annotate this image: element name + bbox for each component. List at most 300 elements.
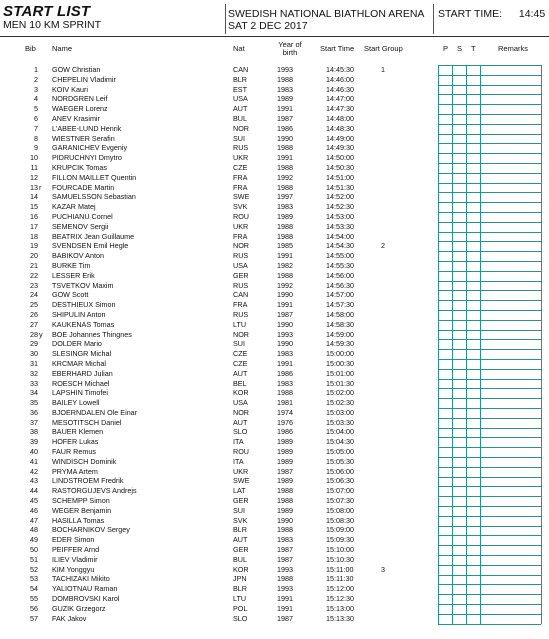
athlete-nation: BLR	[233, 584, 247, 594]
grid-line	[438, 624, 541, 625]
athlete-nation: SLO	[233, 613, 248, 623]
athlete-bib: 32	[30, 368, 38, 378]
athlete-start-time: 15:13:30	[326, 613, 354, 623]
athlete-start-time: 15:11:00	[326, 564, 354, 574]
athlete-start-time: 15:10:30	[326, 554, 354, 564]
athlete-bib: 52	[30, 564, 38, 574]
athlete-name: KAUKENAS Tomas	[52, 319, 115, 329]
relay-flag: r	[39, 182, 42, 192]
athlete-bib: 20	[30, 251, 38, 261]
athlete-nation: LTU	[233, 319, 247, 329]
athlete-start-time: 15:05:30	[326, 456, 354, 466]
athlete-bib: 19	[30, 241, 38, 251]
athlete-name: TACHIZAKI Mikito	[52, 574, 110, 584]
athlete-year-of-birth: 1990	[277, 290, 293, 300]
table-row	[0, 173, 549, 183]
athlete-name: EDER Simon	[52, 535, 95, 545]
athlete-start-time: 14:52:00	[326, 192, 354, 202]
table-row	[0, 310, 549, 320]
athlete-nation: NOR	[233, 241, 249, 251]
athlete-name: SVENDSEN Emil Hegle	[52, 241, 129, 251]
athlete-start-time: 14:48:30	[326, 123, 354, 133]
athlete-bib: 30	[30, 349, 38, 359]
athlete-bib: 22	[30, 270, 38, 280]
athlete-name: GUZIK Grzegorz	[52, 603, 106, 613]
athlete-year-of-birth: 1983	[277, 535, 293, 545]
athlete-bib: 40	[30, 447, 38, 457]
athlete-nation: JPN	[233, 574, 247, 584]
table-row	[0, 202, 549, 212]
header-divider	[225, 4, 226, 34]
athlete-start-time: 14:58:30	[326, 319, 354, 329]
athlete-name: SCHEMPP Simon	[52, 496, 110, 506]
athlete-name: KAZAR Matej	[52, 202, 96, 212]
athlete-name: LINDSTROEM Fredrik	[52, 476, 124, 486]
athlete-year-of-birth: 1993	[277, 65, 293, 74]
table-row	[0, 300, 549, 310]
athlete-name: WINDISCH Dominik	[52, 456, 117, 466]
athlete-nation: SLO	[233, 427, 248, 437]
athlete-nation: SUI	[233, 133, 245, 143]
athlete-nation: GER	[233, 496, 249, 506]
athlete-bib: 55	[30, 594, 38, 604]
athlete-bib: 50	[30, 545, 38, 555]
athlete-nation: FRA	[233, 182, 248, 192]
athlete-bib: 36	[30, 407, 38, 417]
athlete-bib: 48	[30, 525, 38, 535]
athlete-start-time: 14:49:00	[326, 133, 354, 143]
athlete-start-time: 14:55:00	[326, 251, 354, 261]
athlete-name: RASTORGUJEVS Andrejs	[52, 486, 137, 496]
athlete-start-time: 14:56:30	[326, 280, 354, 290]
athlete-year-of-birth: 1983	[277, 349, 293, 359]
athlete-year-of-birth: 1988	[277, 74, 293, 84]
athlete-name: GOW Scott	[52, 290, 89, 300]
athlete-name: DOMBROVSKI Karol	[52, 594, 120, 604]
athlete-name: PRYMA Artem	[52, 466, 98, 476]
table-row	[0, 545, 549, 555]
athlete-year-of-birth: 1991	[277, 594, 293, 604]
athlete-name: FAK Jakov	[52, 613, 87, 623]
athlete-nation: AUT	[233, 535, 248, 545]
athlete-nation: SUI	[233, 339, 245, 349]
athlete-bib: 54	[30, 584, 38, 594]
athlete-start-time: 15:03:00	[326, 407, 354, 417]
athlete-nation: SUI	[233, 505, 245, 515]
table-row	[0, 535, 549, 545]
athlete-name: FILLON MAILLET Quentin	[52, 172, 137, 182]
athlete-year-of-birth: 1993	[277, 584, 293, 594]
table-row	[0, 320, 549, 330]
athlete-name: SEMENOV Sergii	[52, 221, 109, 231]
athlete-start-time: 14:57:30	[326, 300, 354, 310]
athlete-nation: USA	[233, 94, 248, 104]
table-row	[0, 516, 549, 526]
athlete-year-of-birth: 1991	[277, 251, 293, 261]
athlete-nation: ITA	[233, 437, 244, 447]
athlete-year-of-birth: 1989	[277, 476, 293, 486]
athlete-year-of-birth: 1988	[277, 221, 293, 231]
table-row	[0, 574, 549, 584]
athlete-name: YALIOTNAU Raman	[52, 584, 118, 594]
start-time-block	[438, 8, 545, 20]
athlete-nation: ITA	[233, 456, 244, 466]
athlete-year-of-birth: 1981	[277, 398, 293, 408]
event-date: SAT 2 DEC 2017	[228, 20, 308, 32]
athlete-name: PIDRUCHNYI Dmytro	[52, 153, 122, 163]
athlete-bib: 51	[30, 554, 38, 564]
table-row	[0, 75, 549, 85]
athlete-bib: 46	[30, 505, 38, 515]
athlete-year-of-birth: 1988	[277, 388, 293, 398]
athlete-bib: 34	[30, 388, 38, 398]
athlete-nation: FRA	[233, 231, 248, 241]
athlete-nation: UKR	[233, 466, 249, 476]
table-row	[0, 212, 549, 222]
athlete-year-of-birth: 1983	[277, 378, 293, 388]
athlete-start-time: 14:51:00	[326, 172, 354, 182]
table-row	[0, 134, 549, 144]
athlete-nation: RUS	[233, 309, 249, 319]
athlete-year-of-birth: 1989	[277, 456, 293, 466]
venue-block	[228, 8, 424, 32]
athlete-name: KRCMAR Michal	[52, 358, 106, 368]
start-list-table	[0, 65, 549, 623]
athlete-bib: 35	[30, 398, 38, 408]
athlete-start-time: 15:10:00	[326, 545, 354, 555]
athlete-bib: 17	[30, 221, 38, 231]
start-group: 3	[381, 564, 385, 574]
athlete-start-time: 14:50:30	[326, 162, 354, 172]
table-row	[0, 183, 549, 193]
athlete-nation: NOR	[233, 123, 249, 133]
athlete-nation: AUT	[233, 104, 248, 114]
athlete-year-of-birth: 1987	[277, 466, 293, 476]
athlete-year-of-birth: 1989	[277, 447, 293, 457]
athlete-start-time: 14:55:30	[326, 260, 354, 270]
table-row	[0, 369, 549, 379]
athlete-bib: 33	[30, 378, 38, 388]
athlete-bib: 13	[30, 182, 38, 192]
athlete-name: CHEPELIN Vladimir	[52, 74, 116, 84]
relay-flag: y	[39, 329, 43, 339]
athlete-bib: 2	[34, 74, 38, 84]
athlete-start-time: 15:09:30	[326, 535, 354, 545]
athlete-bib: 8	[34, 133, 38, 143]
table-row	[0, 251, 549, 261]
athlete-year-of-birth: 1991	[277, 603, 293, 613]
athlete-nation: CZE	[233, 162, 248, 172]
athlete-name: DESTHIEUX Simon	[52, 300, 116, 310]
athlete-name: BOE Johannes Thingnes	[52, 329, 132, 339]
start-time-label: START TIME:	[438, 8, 502, 20]
athlete-nation: SVK	[233, 202, 248, 212]
athlete-name: L'ABEE-LUND Henrik	[52, 123, 122, 133]
athlete-name: HOFER Lukas	[52, 437, 99, 447]
table-row	[0, 408, 549, 418]
table-row	[0, 555, 549, 565]
athlete-nation: GER	[233, 545, 249, 555]
athlete-year-of-birth: 1991	[277, 300, 293, 310]
athlete-nation: ROU	[233, 211, 249, 221]
athlete-year-of-birth: 1997	[277, 192, 293, 202]
athlete-year-of-birth: 1988	[277, 486, 293, 496]
athlete-year-of-birth: 1988	[277, 182, 293, 192]
athlete-bib: 56	[30, 603, 38, 613]
athlete-nation: POL	[233, 603, 248, 613]
table-row	[0, 604, 549, 614]
col-bib: Bib	[25, 44, 36, 53]
athlete-bib: 6	[34, 113, 38, 123]
athlete-nation: RUS	[233, 143, 249, 153]
athlete-start-time: 14:53:30	[326, 221, 354, 231]
athlete-start-time: 14:56:00	[326, 270, 354, 280]
table-row	[0, 427, 549, 437]
athlete-year-of-birth: 1990	[277, 319, 293, 329]
athlete-start-time: 14:47:00	[326, 94, 354, 104]
athlete-year-of-birth: 1986	[277, 427, 293, 437]
athlete-name: DOLDER Mario	[52, 339, 102, 349]
athlete-nation: BUL	[233, 554, 247, 564]
athlete-year-of-birth: 1990	[277, 133, 293, 143]
athlete-start-time: 15:02:30	[326, 398, 354, 408]
athlete-year-of-birth: 1987	[277, 113, 293, 123]
athlete-name: ILIEV Vladimir	[52, 554, 98, 564]
athlete-nation: LAT	[233, 486, 246, 496]
athlete-start-time: 14:52:30	[326, 202, 354, 212]
athlete-year-of-birth: 1989	[277, 94, 293, 104]
table-row	[0, 65, 549, 75]
athlete-year-of-birth: 1986	[277, 368, 293, 378]
table-row	[0, 398, 549, 408]
page-title: START LIST	[3, 3, 91, 20]
athlete-start-time: 15:12:00	[326, 584, 354, 594]
athlete-start-time: 15:12:30	[326, 594, 354, 604]
athlete-bib: 15	[30, 202, 38, 212]
athlete-year-of-birth: 1989	[277, 505, 293, 515]
table-row	[0, 447, 549, 457]
table-row	[0, 85, 549, 95]
col-total: T	[471, 44, 476, 53]
athlete-bib: 43	[30, 476, 38, 486]
table-row	[0, 339, 549, 349]
col-start-time: Start Time	[320, 44, 355, 53]
table-row	[0, 359, 549, 369]
athlete-name: EBERHARD Julian	[52, 368, 113, 378]
athlete-bib: 31	[30, 358, 38, 368]
start-group: 2	[381, 241, 385, 251]
athlete-name: BAUER Klemen	[52, 427, 104, 437]
athlete-bib: 4	[34, 94, 38, 104]
athlete-bib: 23	[30, 280, 38, 290]
athlete-bib: 7	[34, 123, 38, 133]
athlete-nation: EST	[233, 84, 247, 94]
table-row	[0, 124, 549, 134]
athlete-year-of-birth: 1993	[277, 564, 293, 574]
athlete-nation: CZE	[233, 358, 248, 368]
col-standing: S	[457, 44, 463, 53]
athlete-start-time: 14:45:30	[326, 65, 354, 74]
event-subtitle: MEN 10 KM SPRINT	[3, 19, 102, 31]
athlete-start-time: 15:04:30	[326, 437, 354, 447]
table-row	[0, 457, 549, 467]
table-row	[0, 94, 549, 104]
athlete-bib: 45	[30, 496, 38, 506]
col-nat: Nat	[233, 44, 245, 53]
athlete-nation: RUS	[233, 280, 249, 290]
athlete-name: BURKE Tim	[52, 260, 91, 270]
athlete-bib: 38	[30, 427, 38, 437]
athlete-nation: RUS	[233, 251, 249, 261]
athlete-bib: 14	[30, 192, 38, 202]
table-row	[0, 437, 549, 447]
athlete-year-of-birth: 1985	[277, 241, 293, 251]
athlete-year-of-birth: 1988	[277, 525, 293, 535]
table-row	[0, 330, 549, 340]
athlete-name: PUCHIANU Cornel	[52, 211, 113, 221]
athlete-year-of-birth: 1983	[277, 84, 293, 94]
athlete-year-of-birth: 1987	[277, 613, 293, 623]
athlete-nation: CZE	[233, 349, 248, 359]
athlete-nation: AUT	[233, 417, 248, 427]
athlete-name: KIM Yonggyu	[52, 564, 95, 574]
athlete-bib: 44	[30, 486, 38, 496]
athlete-name: ROESCH Michael	[52, 378, 110, 388]
athlete-bib: 28	[30, 329, 38, 339]
athlete-nation: UKR	[233, 221, 249, 231]
athlete-start-time: 15:01:00	[326, 368, 354, 378]
col-year-of-birth: Year of birth	[278, 40, 302, 57]
athlete-name: GARANICHEV Evgeniy	[52, 143, 128, 153]
athlete-bib: 11	[30, 162, 38, 172]
table-row	[0, 525, 549, 535]
table-row	[0, 290, 549, 300]
document-header	[0, 0, 549, 36]
athlete-year-of-birth: 1974	[277, 407, 293, 417]
athlete-year-of-birth: 1988	[277, 270, 293, 280]
athlete-year-of-birth: 1987	[277, 545, 293, 555]
athlete-nation: BUL	[233, 113, 247, 123]
athlete-start-time: 15:04:00	[326, 427, 354, 437]
athlete-bib: 37	[30, 417, 38, 427]
athlete-name: WEGER Benjamin	[52, 505, 112, 515]
table-row	[0, 192, 549, 202]
header-divider	[433, 4, 434, 34]
athlete-nation: BLR	[233, 525, 247, 535]
athlete-start-time: 15:06:30	[326, 476, 354, 486]
athlete-start-time: 14:57:00	[326, 290, 354, 300]
athlete-start-time: 14:48:00	[326, 113, 354, 123]
athlete-start-time: 14:46:30	[326, 84, 354, 94]
table-row	[0, 476, 549, 486]
athlete-name: KRUPCIK Tomas	[52, 162, 107, 172]
table-row	[0, 486, 549, 496]
table-row	[0, 565, 549, 575]
start-time-value: 14:45	[518, 8, 546, 20]
athlete-name: GOW Christian	[52, 65, 101, 74]
athlete-nation: SVK	[233, 515, 248, 525]
table-row	[0, 349, 549, 359]
col-remarks: Remarks	[498, 44, 529, 53]
athlete-nation: AUT	[233, 368, 248, 378]
athlete-nation: ROU	[233, 447, 249, 457]
athlete-bib: 49	[30, 535, 38, 545]
athlete-start-time: 14:54:00	[326, 231, 354, 241]
athlete-nation: GER	[233, 270, 249, 280]
athlete-start-time: 14:58:00	[326, 309, 354, 319]
athlete-bib: 5	[34, 104, 38, 114]
athlete-nation: SWE	[233, 476, 250, 486]
athlete-start-time: 15:03:30	[326, 417, 354, 427]
athlete-start-time: 15:06:00	[326, 466, 354, 476]
athlete-year-of-birth: 1991	[277, 153, 293, 163]
athlete-year-of-birth: 1987	[277, 309, 293, 319]
col-name: Name	[52, 44, 73, 53]
table-row	[0, 418, 549, 428]
athlete-start-time: 15:09:00	[326, 525, 354, 535]
athlete-start-time: 14:59:30	[326, 339, 354, 349]
table-row	[0, 506, 549, 516]
athlete-nation: CAN	[233, 290, 249, 300]
athlete-bib: 57	[30, 613, 38, 623]
athlete-bib: 10	[30, 153, 38, 163]
athlete-start-time: 15:08:30	[326, 515, 354, 525]
athlete-year-of-birth: 1989	[277, 211, 293, 221]
venue-name: SWEDISH NATIONAL BIATHLON ARENA	[228, 8, 425, 20]
athlete-bib: 25	[30, 300, 38, 310]
athlete-year-of-birth: 1992	[277, 172, 293, 182]
table-row	[0, 467, 549, 477]
athlete-name: BAILEY Lowell	[52, 398, 100, 408]
athlete-year-of-birth: 1989	[277, 437, 293, 447]
athlete-year-of-birth: 1992	[277, 280, 293, 290]
athlete-bib: 21	[30, 260, 38, 270]
athlete-nation: USA	[233, 398, 248, 408]
athlete-nation: LTU	[233, 594, 247, 604]
table-row	[0, 271, 549, 281]
athlete-bib: 42	[30, 466, 38, 476]
athlete-bib: 39	[30, 437, 38, 447]
athlete-start-time: 14:46:00	[326, 74, 354, 84]
athlete-nation: KOR	[233, 388, 249, 398]
athlete-year-of-birth: 1976	[277, 417, 293, 427]
athlete-year-of-birth: 1988	[277, 574, 293, 584]
col-prone: P	[443, 44, 449, 53]
athlete-start-time: 15:13:00	[326, 603, 354, 613]
table-row	[0, 222, 549, 232]
athlete-name: BEATRIX Jean Guillaume	[52, 231, 135, 241]
athlete-start-time: 15:01:30	[326, 378, 354, 388]
athlete-name: WIESTNER Serafin	[52, 133, 115, 143]
athlete-name: WAEGER Lorenz	[52, 104, 108, 114]
athlete-nation: KOR	[233, 564, 249, 574]
athlete-start-time: 15:00:30	[326, 358, 354, 368]
athlete-name: SHIPULIN Anton	[52, 309, 106, 319]
athlete-start-time: 15:05:00	[326, 447, 354, 457]
athlete-name: BJOERNDALEN Ole Einar	[52, 407, 138, 417]
col-start-group: Start Group	[364, 44, 403, 53]
athlete-start-time: 14:59:00	[326, 329, 354, 339]
athlete-year-of-birth: 1993	[277, 329, 293, 339]
athlete-nation: SWE	[233, 192, 250, 202]
athlete-year-of-birth: 1990	[277, 339, 293, 349]
athlete-bib: 18	[30, 231, 38, 241]
athlete-bib: 9	[34, 143, 38, 153]
athlete-name: ANEV Krasimir	[52, 113, 100, 123]
athlete-nation: FRA	[233, 300, 248, 310]
athlete-start-time: 15:00:00	[326, 349, 354, 359]
athlete-name: TSVETKOV Maxim	[52, 280, 114, 290]
